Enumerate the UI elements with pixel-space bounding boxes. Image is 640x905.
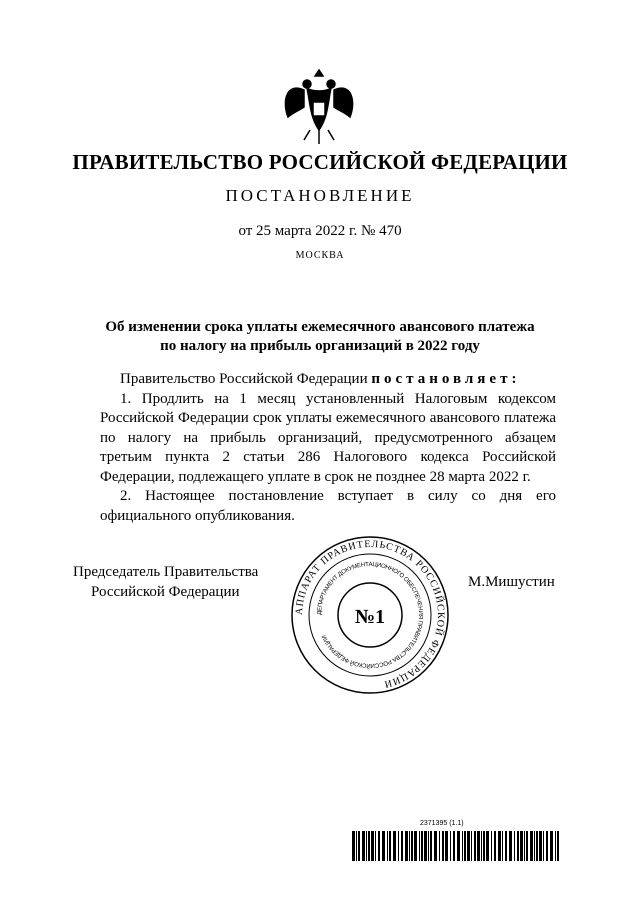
stamp-number: №1 (354, 606, 386, 628)
barcode-bar (366, 831, 367, 861)
barcode-bar (514, 831, 515, 861)
signer-position-line1: Председатель Правительства (73, 564, 259, 580)
barcode-bar (471, 831, 472, 861)
signer-name: М.Мишустин (468, 574, 555, 590)
barcode-bar (405, 831, 408, 861)
barcode-bar (520, 831, 523, 861)
barcode-bar (371, 831, 374, 861)
barcode-bar (526, 831, 528, 861)
barcode-label: 2371395 (1.1) (420, 820, 464, 827)
barcode-bar (382, 831, 385, 861)
signer-position-line2: Российской Федерации (91, 584, 240, 600)
barcode-bar (550, 831, 553, 861)
barcode-bar (505, 831, 507, 861)
barcode-bar (464, 831, 466, 861)
barcode-bar (387, 831, 388, 861)
document-type: ПОСТАНОВЛЕНИЕ (225, 186, 415, 205)
barcode-bar (494, 831, 496, 861)
barcode-bar (442, 831, 444, 861)
barcode-bar (368, 831, 370, 861)
barcode-bar (543, 831, 544, 861)
official-seal-stamp (290, 535, 450, 695)
barcode-bar (428, 831, 429, 861)
barcode-bar (467, 831, 470, 861)
barcode-bar (481, 831, 482, 861)
barcode-bar (450, 831, 451, 861)
barcode-bar (491, 831, 492, 861)
decree-word: постановляет: (371, 371, 521, 387)
intro-paragraph (100, 370, 556, 390)
barcode-bar (555, 831, 556, 861)
stamp-outer-text: АППАРАТ ПРАВИТЕЛЬСТВА РОССИЙСКОЙ ФЕДЕРАЦИИ (293, 538, 447, 690)
barcode-bar (483, 831, 485, 861)
date-number-line: от 25 марта 2022 г. № 470 (238, 223, 402, 239)
barcode-bar (356, 831, 357, 861)
paragraph-2: 2. Настоящее постановление вступает в силу со дня его официального опубликования. (100, 488, 556, 524)
document-body (100, 370, 556, 526)
barcode-bar (534, 831, 535, 861)
barcode-bar (362, 831, 365, 861)
title-line: Об изменении срока уплаты ежемесячного авансового платежа (105, 319, 535, 335)
barcode-bar (498, 831, 501, 861)
barcode-bar (462, 831, 463, 861)
barcode-bar (411, 831, 413, 861)
barcode-bar (419, 831, 420, 861)
barcode-bar (502, 831, 503, 861)
barcode-bar (424, 831, 427, 861)
barcode-bar (414, 831, 417, 861)
barcode-bar (378, 831, 380, 861)
organization-heading: ПРАВИТЕЛЬСТВО РОССИЙСКОЙ ФЕДЕРАЦИИ (72, 150, 568, 174)
barcode-bar (430, 831, 432, 861)
barcode-bar (409, 831, 410, 861)
barcode (352, 831, 562, 861)
barcode-bar (352, 831, 355, 861)
coat-of-arms-emblem (274, 62, 364, 152)
barcode-bar (546, 831, 548, 861)
barcode-bar (457, 831, 460, 861)
barcode-bar (445, 831, 448, 861)
barcode-bar (517, 831, 519, 861)
barcode-bar (474, 831, 476, 861)
barcode-bar (358, 831, 360, 861)
stamp-inner-text: ДЕПАРТАМЕНТ ДОКУМЕНТАЦИОННОГО ОБЕСПЕЧЕНИЯ ПРАВИТЕЛЬСТВА РОССИЙСКОЙ ФЕДЕРАЦИИ (316, 561, 424, 669)
barcode-bar (539, 831, 542, 861)
title-line: по налогу на прибыль организаций в 2022 году (160, 338, 480, 354)
barcode-bar (530, 831, 533, 861)
barcode-bar (398, 831, 399, 861)
barcode-bar (439, 831, 440, 861)
document-title (0, 318, 640, 356)
barcode-bar (486, 831, 489, 861)
barcode-bar (453, 831, 455, 861)
barcode-bar (393, 831, 396, 861)
barcode-bar (477, 831, 480, 861)
barcode-bar (389, 831, 391, 861)
city: МОСКВА (295, 250, 345, 261)
barcode-bar (434, 831, 437, 861)
paragraph-1: 1. Продлить на 1 месяц установленный Налоговым кодексом Российской Федерации срок уплаты ежемесячного авансового платежа по налогу на прибыль организаций, предусмотренного абзацем третьим пункта 2 статьи 286 Налогового кодекса Российской Федерации, подлежащего уплате в срок не позднее 28 марта 2022 г. (100, 390, 556, 485)
intro-text: Правительство Российской Федерации (120, 371, 372, 387)
barcode-bar (536, 831, 538, 861)
barcode-bar (524, 831, 525, 861)
barcode-bar (557, 831, 559, 861)
barcode-bar (401, 831, 403, 861)
barcode-bar (509, 831, 512, 861)
barcode-bar (421, 831, 423, 861)
barcode-bar (375, 831, 376, 861)
